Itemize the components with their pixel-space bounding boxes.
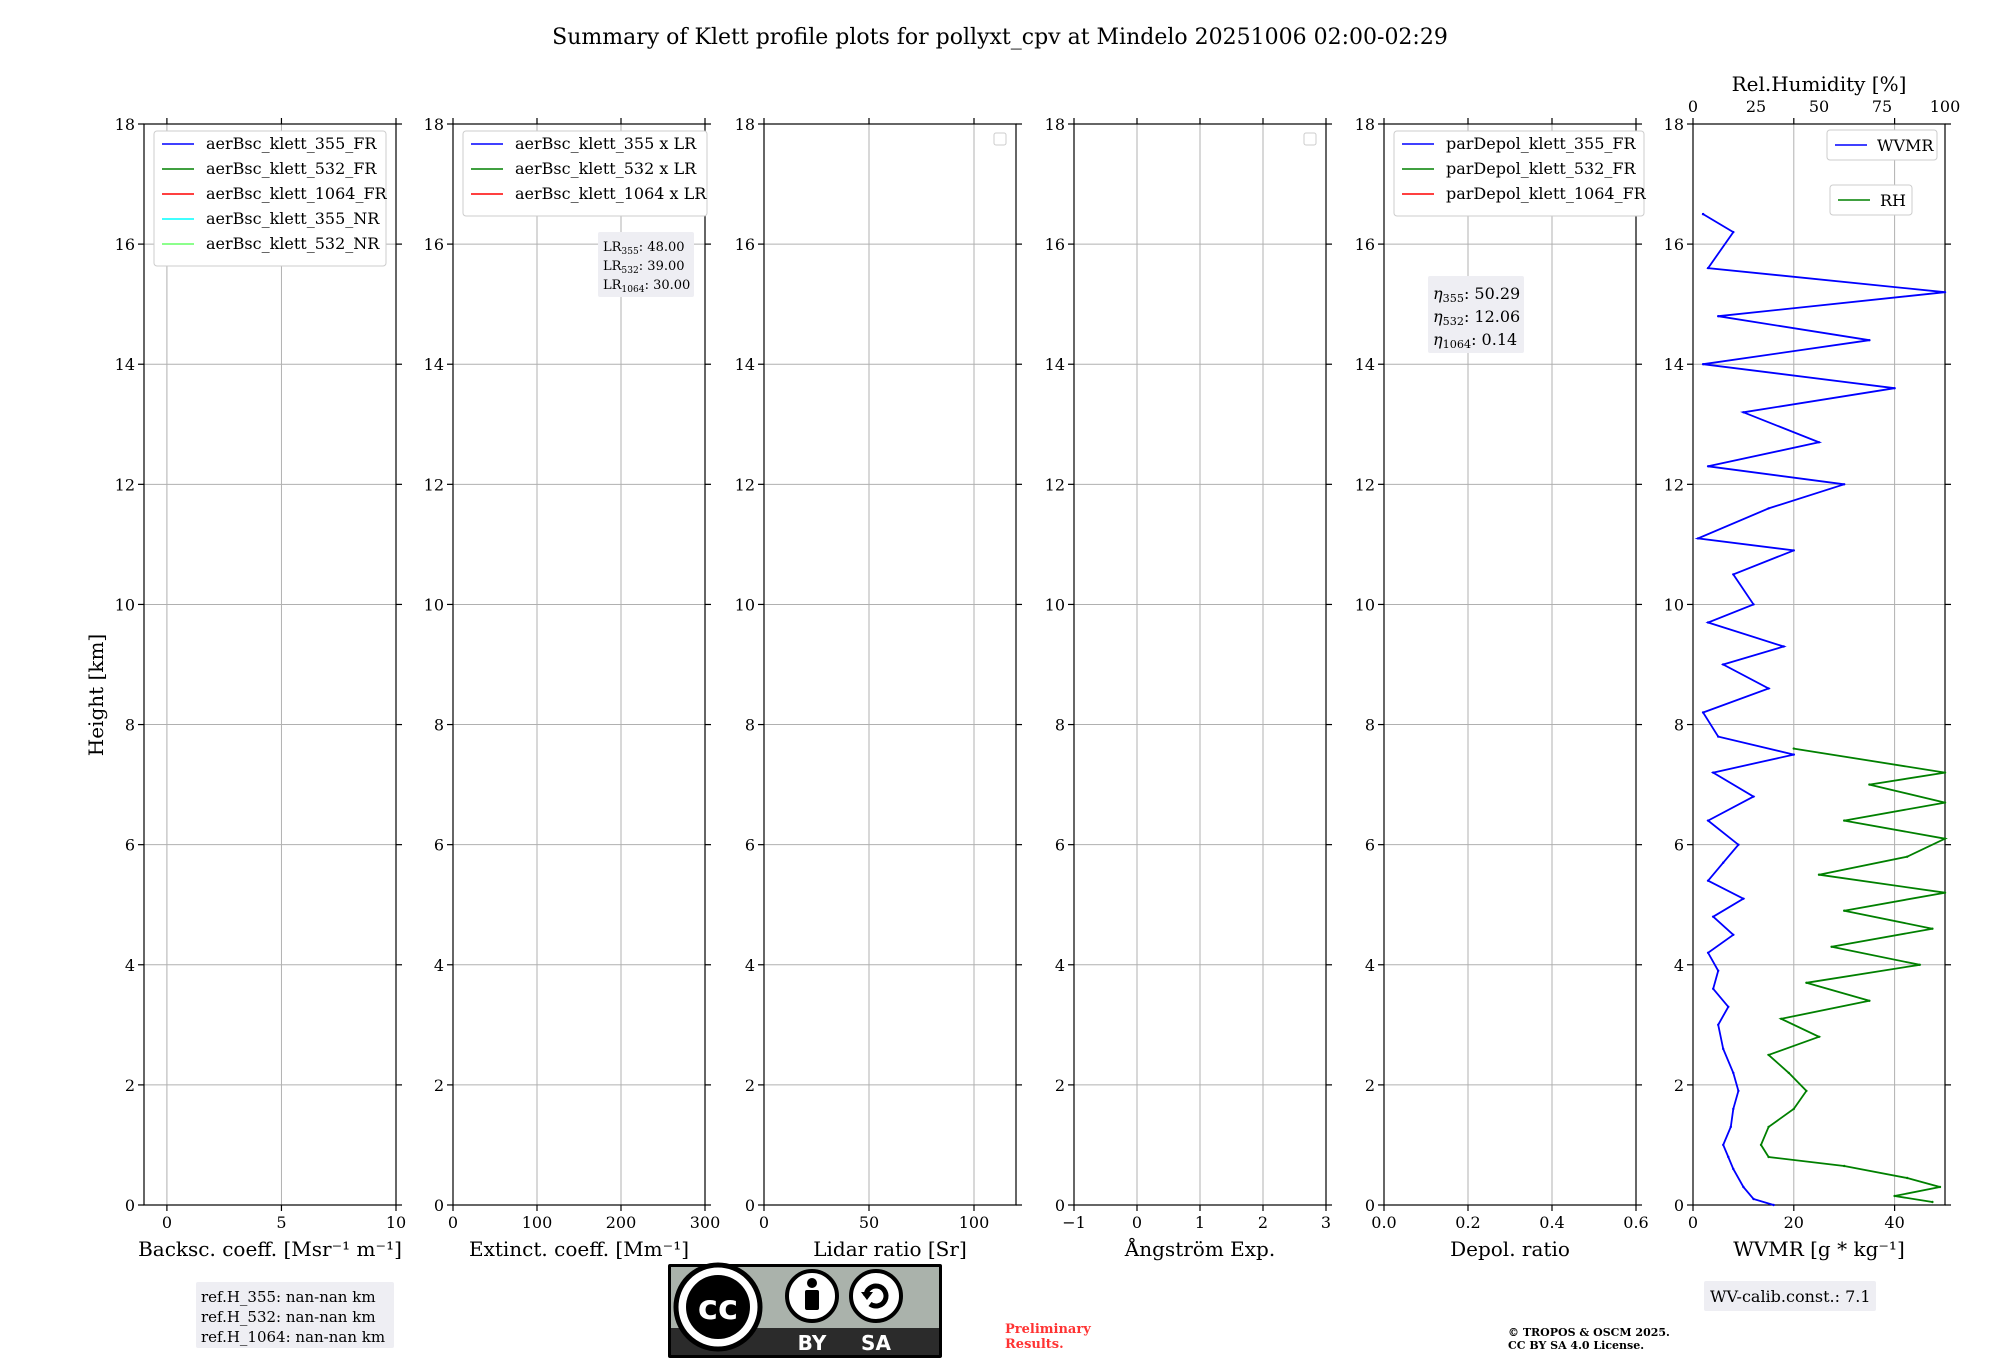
series-point-rh — [1805, 1090, 1807, 1092]
legend-label: aerBsc_klett_355 x LR — [515, 134, 697, 153]
y-tick-label: 18 — [1354, 115, 1375, 134]
series-point-wvmr — [1752, 603, 1754, 605]
series-point-rh — [1818, 874, 1820, 876]
y-tick-label: 14 — [114, 355, 135, 375]
x-tick-label: 5 — [276, 1213, 287, 1232]
series-point-wvmr — [1730, 1126, 1732, 1128]
x-tick-label: 0 — [447, 1213, 459, 1232]
y-tick-label: 12 — [1354, 475, 1375, 495]
y-tick-label: 8 — [1364, 715, 1375, 735]
y-tick-label: 18 — [114, 115, 135, 134]
x-axis-label: Backsc. coeff. [Msr⁻¹ m⁻¹] — [138, 1237, 402, 1261]
series-point-rh — [1906, 1177, 1908, 1179]
series-point-wvmr — [1742, 898, 1744, 900]
series-point-wvmr — [1712, 916, 1714, 918]
x-tick-label: 20 — [1783, 1213, 1804, 1232]
series-point-wvmr — [1722, 1144, 1724, 1146]
series-point-rh — [1944, 892, 1946, 894]
panel-extinction — [424, 115, 721, 1261]
x-tick-label: 1 — [1194, 1213, 1206, 1232]
series-point-rh — [1793, 1108, 1795, 1110]
series-point-wvmr — [1752, 1198, 1754, 1200]
annotation-line: $LR_{355}$: 48.00 — [603, 240, 685, 257]
series-point-wvmr — [1707, 819, 1709, 821]
x-axis-label: WVMR [g * kg⁻¹] — [1733, 1237, 1905, 1261]
y-tick-label: 10 — [1044, 595, 1065, 615]
legend-label: aerBsc_klett_1064 x LR — [515, 184, 707, 203]
panel-depol — [1355, 115, 1649, 1261]
x-tick-label: 100 — [958, 1213, 990, 1232]
by-label: BY — [797, 1331, 827, 1355]
x-tick-label: 0.0 — [1371, 1213, 1397, 1232]
y-tick-label: 2 — [433, 1075, 444, 1095]
series-point-wvmr — [1843, 483, 1845, 485]
panel-lidar_ratio — [735, 115, 1022, 1261]
figure-title: Summary of Klett profile plots for pollyxt_cpv at Mindelo 20251006 02:00-02:29 — [552, 25, 1448, 50]
ref-heights-box — [196, 1282, 394, 1348]
series-point-wvmr — [1732, 573, 1734, 575]
y-tick-label: 18 — [423, 115, 444, 134]
legend-label: parDepol_klett_532_FR — [1446, 159, 1636, 178]
legend-label: parDepol_klett_355_FR — [1446, 134, 1636, 153]
annotation-line: $LR_{532}$: 39.00 — [603, 259, 685, 276]
x-tick-label: 0.2 — [1455, 1213, 1481, 1232]
y-tick-label: 16 — [1354, 235, 1375, 255]
sa-sharealike-icon — [851, 1271, 901, 1321]
x-tick-label: 100 — [521, 1213, 553, 1232]
y-tick-label: 8 — [1054, 715, 1065, 735]
y-tick-label: 2 — [744, 1075, 755, 1095]
series-point-rh — [1767, 1054, 1769, 1056]
y-tick-label: 4 — [124, 955, 135, 975]
annotation-line: η355: 50.29 — [1433, 284, 1521, 305]
y-tick-label: 0 — [124, 1196, 135, 1215]
x-tick-label: 0 — [758, 1213, 770, 1232]
series-point-rh — [1868, 1000, 1870, 1002]
legend-label: WVMR — [1877, 136, 1934, 155]
series-point-rh — [1893, 1195, 1895, 1197]
cc-by-sa-badge — [668, 1264, 942, 1358]
y-tick-label: 8 — [744, 715, 755, 735]
legend-label: aerBsc_klett_532_NR — [206, 234, 380, 253]
top-x-tick-label: 0 — [1687, 97, 1699, 116]
y-tick-label: 14 — [1354, 355, 1375, 375]
x-tick-label: 200 — [605, 1213, 637, 1232]
y-tick-label: 14 — [734, 355, 755, 375]
x-tick-label: 0 — [1131, 1213, 1143, 1232]
x-axis-label: Lidar ratio [Sr] — [813, 1237, 967, 1261]
axes-frame — [144, 124, 396, 1205]
y-tick-label: 2 — [1364, 1075, 1375, 1095]
x-tick-label: 40 — [1884, 1213, 1905, 1232]
series-point-wvmr — [1717, 1024, 1719, 1026]
series-point-wvmr — [1893, 387, 1895, 389]
y-tick-label: 12 — [423, 475, 444, 495]
series-point-rh — [1906, 856, 1908, 858]
x-tick-label: 0.4 — [1539, 1213, 1565, 1232]
x-tick-label: 3 — [1320, 1213, 1332, 1232]
y-axis-label: Height [km] — [84, 633, 108, 757]
series-point-wvmr — [1737, 844, 1739, 846]
y-tick-label: 12 — [114, 475, 135, 495]
series-point-wvmr — [1727, 1156, 1729, 1158]
series-point-wvmr — [1702, 363, 1704, 365]
y-tick-label: 12 — [1663, 475, 1684, 495]
series-point-wvmr — [1742, 1186, 1744, 1188]
axes-frame — [764, 124, 1016, 1205]
series-point-wvmr — [1722, 862, 1724, 864]
y-tick-label: 14 — [423, 355, 444, 375]
y-tick-label: 4 — [433, 955, 444, 975]
cc-text: cc — [697, 1288, 739, 1328]
series-point-wvmr — [1727, 1006, 1729, 1008]
series-point-wvmr — [1818, 441, 1820, 443]
series-line-rh — [1761, 749, 1945, 1202]
series-point-wvmr — [1712, 771, 1714, 773]
y-tick-label: 4 — [1054, 955, 1065, 975]
legend-label: aerBsc_klett_1064_FR — [206, 184, 387, 203]
series-point-rh — [1944, 801, 1946, 803]
copyright-line-1: © TROPOS & OSCM 2025. — [1508, 1326, 1670, 1339]
series-point-wvmr — [1732, 934, 1734, 936]
series-point-wvmr — [1732, 1072, 1734, 1074]
series-point-wvmr — [1732, 1108, 1734, 1110]
series-point-wvmr — [1707, 465, 1709, 467]
y-tick-label: 6 — [744, 835, 755, 855]
series-point-wvmr — [1767, 507, 1769, 509]
series-point-wvmr — [1944, 291, 1946, 293]
y-tick-label: 0 — [744, 1196, 755, 1215]
y-tick-label: 16 — [1044, 235, 1065, 255]
y-tick-label: 18 — [1044, 115, 1065, 134]
series-point-wvmr — [1717, 970, 1719, 972]
y-tick-label: 16 — [734, 235, 755, 255]
series-point-wvmr — [1793, 753, 1795, 755]
series-point-rh — [1793, 747, 1795, 749]
series-point-wvmr — [1793, 549, 1795, 551]
series-point-wvmr — [1707, 880, 1709, 882]
y-tick-label: 6 — [433, 835, 444, 855]
series-point-wvmr — [1732, 1168, 1734, 1170]
panel-angstrom — [1045, 115, 1332, 1261]
y-tick-label: 8 — [124, 715, 135, 735]
legend-label: parDepol_klett_1064_FR — [1446, 184, 1646, 203]
x-tick-label: −1 — [1062, 1213, 1086, 1232]
y-tick-label: 16 — [114, 235, 135, 255]
series-point-rh — [1868, 783, 1870, 785]
top-x-tick-label: 25 — [1745, 97, 1767, 116]
y-tick-label: 10 — [423, 595, 444, 615]
preliminary-line-1: Preliminary — [1005, 1322, 1091, 1337]
series-point-wvmr — [1707, 621, 1709, 623]
y-tick-label: 6 — [1054, 835, 1065, 855]
series-point-rh — [1767, 1126, 1769, 1128]
preliminary-line-2: Results. — [1005, 1337, 1064, 1352]
empty-legend-box — [994, 133, 1006, 145]
y-tick-label: 8 — [1673, 715, 1684, 735]
series-point-rh — [1830, 946, 1832, 948]
y-tick-label: 16 — [423, 235, 444, 255]
series-point-wvmr — [1732, 231, 1734, 233]
annotation-line: η532: 12.06 — [1433, 307, 1521, 328]
top-x-axis-label: Rel.Humidity [%] — [1731, 72, 1907, 96]
annotation-line: η1064: 0.14 — [1433, 330, 1518, 351]
x-tick-label: 50 — [858, 1213, 880, 1232]
y-tick-label: 2 — [124, 1075, 135, 1095]
axes-frame — [1693, 124, 1945, 1205]
y-tick-label: 14 — [1044, 355, 1065, 375]
series-point-wvmr — [1702, 213, 1704, 215]
series-point-wvmr — [1722, 663, 1724, 665]
series-point-rh — [1939, 1186, 1941, 1188]
series-point-wvmr — [1737, 1090, 1739, 1092]
series-point-rh — [1931, 1201, 1933, 1203]
y-tick-label: 18 — [734, 115, 755, 134]
y-tick-label: 4 — [1673, 955, 1684, 975]
x-tick-label: 0 — [1687, 1213, 1699, 1232]
x-tick-label: 10 — [385, 1213, 407, 1232]
series-point-wvmr — [1772, 1204, 1774, 1206]
y-tick-label: 10 — [1663, 595, 1684, 615]
series-point-rh — [1805, 982, 1807, 984]
x-tick-label: 0 — [161, 1213, 173, 1232]
series-point-rh — [1843, 910, 1845, 912]
y-tick-label: 18 — [1663, 115, 1684, 134]
y-tick-label: 4 — [744, 955, 755, 975]
y-tick-label: 2 — [1054, 1075, 1065, 1095]
panels-group — [115, 72, 1961, 1311]
series-point-rh — [1919, 964, 1921, 966]
series-point-wvmr — [1717, 735, 1719, 737]
y-tick-label: 2 — [1673, 1075, 1684, 1095]
series-point-rh — [1944, 838, 1946, 840]
legend-label: aerBsc_klett_355_FR — [206, 134, 377, 153]
legend-label: aerBsc_klett_532_FR — [206, 159, 377, 178]
series-point-rh — [1818, 1036, 1820, 1038]
ref-height-532: ref.H_532: nan-nan km — [201, 1308, 376, 1326]
series-point-rh — [1931, 928, 1933, 930]
ref-height-355: ref.H_355: nan-nan km — [201, 1288, 376, 1306]
x-axis-label: Depol. ratio — [1450, 1237, 1570, 1261]
x-tick-label: 0.6 — [1623, 1213, 1649, 1232]
y-tick-label: 10 — [734, 595, 755, 615]
series-point-wvmr — [1742, 411, 1744, 413]
legend-label: aerBsc_klett_532 x LR — [515, 159, 697, 178]
series-point-rh — [1760, 1144, 1762, 1146]
y-tick-label: 6 — [1673, 835, 1684, 855]
x-tick-label: 300 — [689, 1213, 721, 1232]
y-tick-label: 10 — [1354, 595, 1375, 615]
series-point-rh — [1843, 819, 1845, 821]
y-tick-label: 0 — [433, 1196, 444, 1215]
y-tick-label: 0 — [1364, 1196, 1375, 1215]
calib-text: WV-calib.const.: 7.1 — [1710, 1287, 1871, 1306]
series-point-wvmr — [1868, 339, 1870, 341]
series-point-wvmr — [1702, 711, 1704, 713]
series-point-rh — [1843, 1165, 1845, 1167]
series-point-wvmr — [1783, 645, 1785, 647]
series-point-wvmr — [1712, 988, 1714, 990]
x-tick-label: 2 — [1257, 1213, 1269, 1232]
series-point-wvmr — [1752, 795, 1754, 797]
legend-label: RH — [1880, 191, 1906, 210]
x-axis-label: Ångström Exp. — [1124, 1237, 1276, 1261]
series-point-rh — [1767, 1156, 1769, 1158]
y-tick-label: 6 — [1364, 835, 1375, 855]
top-x-tick-label: 75 — [1871, 97, 1893, 116]
y-tick-label: 14 — [1663, 355, 1684, 375]
empty-legend-box — [1304, 133, 1316, 145]
series-point-wvmr — [1717, 315, 1719, 317]
y-tick-label: 6 — [124, 835, 135, 855]
series-point-wvmr — [1722, 1048, 1724, 1050]
y-tick-label: 16 — [1663, 235, 1684, 255]
series-point-rh — [1780, 1018, 1782, 1020]
y-tick-label: 0 — [1054, 1196, 1065, 1215]
top-x-tick-label: 100 — [1929, 97, 1961, 116]
ref-height-1064: ref.H_1064: nan-nan km — [201, 1328, 386, 1346]
annotation-line: $LR_{1064}$: 30.00 — [603, 278, 691, 295]
sa-label: SA — [861, 1331, 891, 1355]
panel-wvmr — [1664, 72, 1961, 1311]
series-point-rh — [1788, 1072, 1790, 1074]
series-line-wvmr — [1698, 214, 1945, 1205]
series-point-rh — [1944, 771, 1946, 773]
y-tick-label: 0 — [1673, 1196, 1684, 1215]
y-tick-label: 10 — [114, 595, 135, 615]
series-point-wvmr — [1767, 687, 1769, 689]
y-tick-label: 12 — [1044, 475, 1065, 495]
series-point-wvmr — [1707, 952, 1709, 954]
y-tick-label: 4 — [1364, 955, 1375, 975]
x-axis-label: Extinct. coeff. [Mm⁻¹] — [468, 1237, 690, 1261]
copyright-line-2: CC BY SA 4.0 License. — [1508, 1339, 1645, 1352]
legend-label: aerBsc_klett_355_NR — [206, 209, 380, 228]
series-point-wvmr — [1707, 267, 1709, 269]
series-point-wvmr — [1697, 537, 1699, 539]
y-tick-label: 12 — [734, 475, 755, 495]
top-x-tick-label: 50 — [1808, 97, 1830, 116]
y-tick-label: 8 — [433, 715, 444, 735]
panel-backscatter — [115, 115, 407, 1261]
